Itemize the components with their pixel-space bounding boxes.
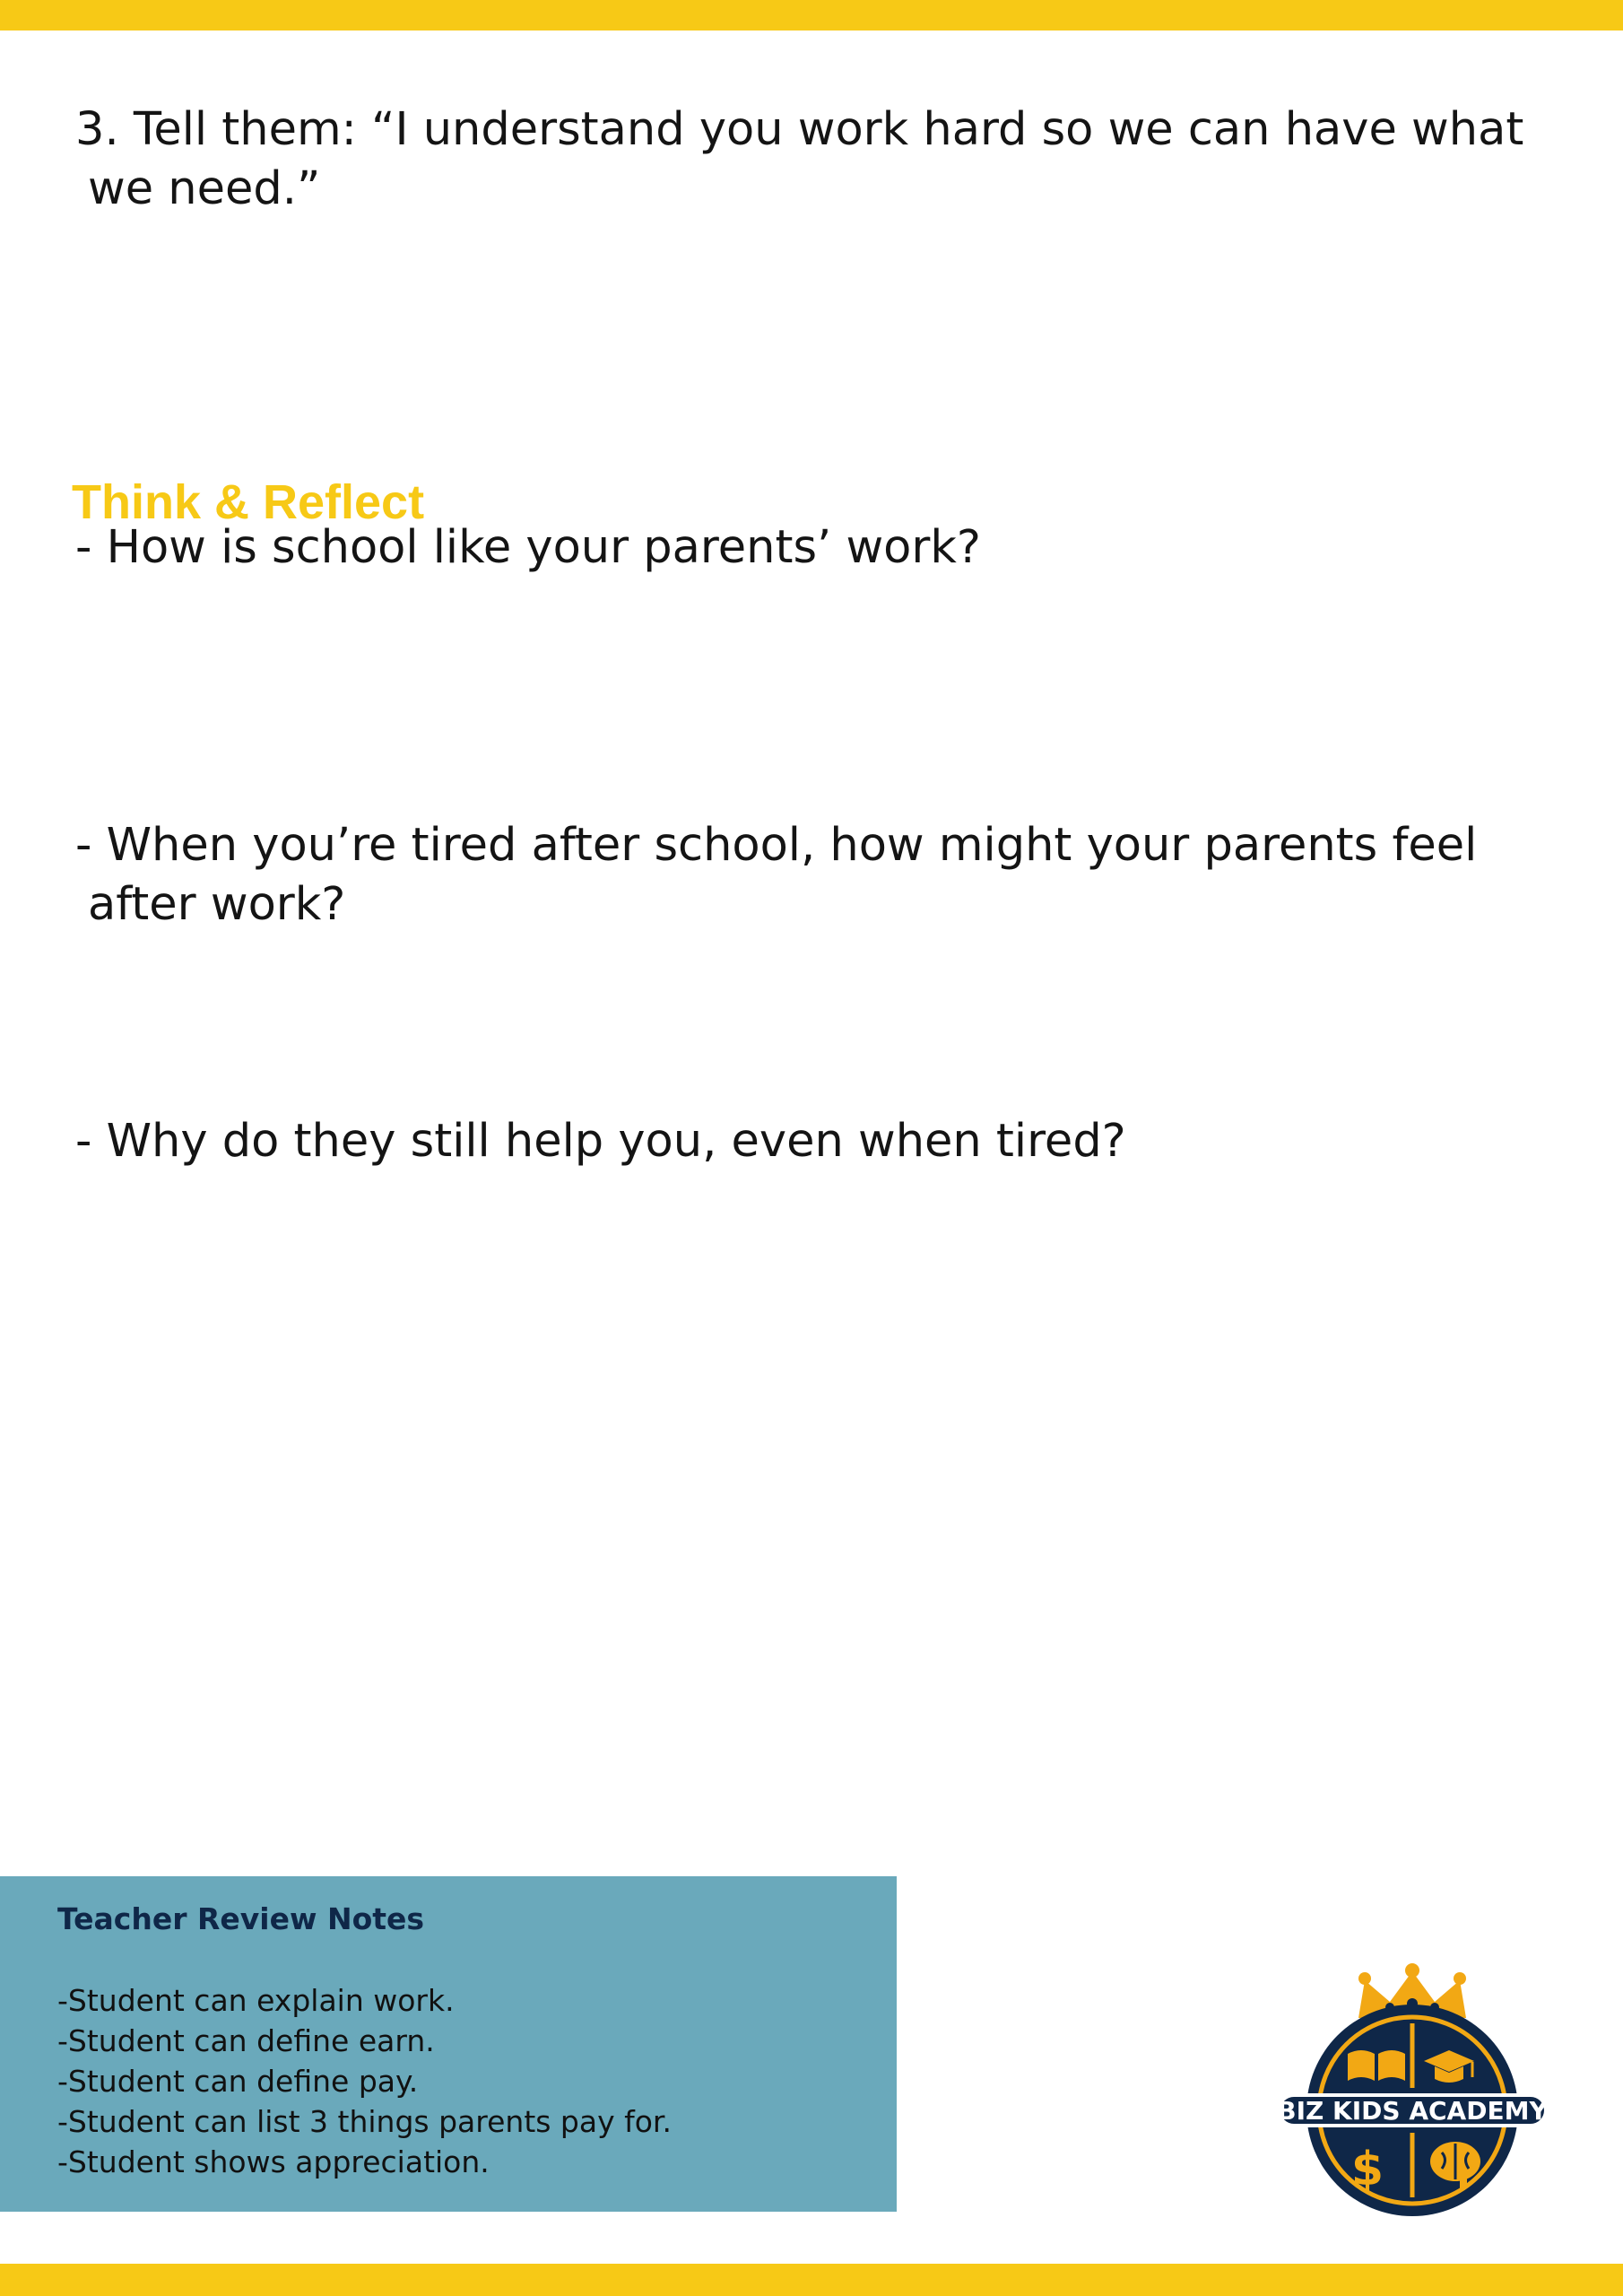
teacher-notes-title: Teacher Review Notes <box>57 1901 425 1936</box>
teacher-notes-list <box>57 1980 672 2182</box>
question-1-line-1: - How is school like your parents’ work? <box>75 521 981 574</box>
reflect-question-2 <box>75 816 1528 935</box>
dollar-icon <box>1351 2143 1384 2196</box>
teacher-note-item: -Student shows appreciation. <box>57 2144 490 2179</box>
step-3-line-1: 3. Tell them: “I understand you work hard so we can have what <box>75 103 1524 156</box>
teacher-note-item: -Student can explain work. <box>57 1983 455 2018</box>
logo-text: BIZ KIDS ACADEMY <box>1277 2096 1548 2126</box>
section-title-think-reflect: Think & Reflect <box>72 475 425 529</box>
bottom-accent-bar <box>0 2264 1623 2296</box>
step-3-text <box>75 100 1528 219</box>
reflect-question-3 <box>75 1112 1528 1171</box>
svg-text:$: $ <box>1350 2143 1384 2196</box>
question-2-line-1: - When you’re tired after school, how might your parents feel <box>75 819 1478 872</box>
question-3-line-1: - Why do they still help you, even when tired? <box>75 1115 1126 1168</box>
question-2-line-2: after work? <box>88 878 346 931</box>
biz-kids-academy-logo <box>1264 1962 1560 2231</box>
teacher-note-item: -Student can define earn. <box>57 2023 435 2058</box>
top-accent-bar <box>0 0 1623 30</box>
teacher-note-item: -Student can list 3 things parents pay for. <box>57 2104 672 2139</box>
teacher-note-item: -Student can define pay. <box>57 2064 419 2099</box>
reflect-question-1 <box>75 518 1528 578</box>
step-3-line-2: we need.” <box>88 162 321 215</box>
